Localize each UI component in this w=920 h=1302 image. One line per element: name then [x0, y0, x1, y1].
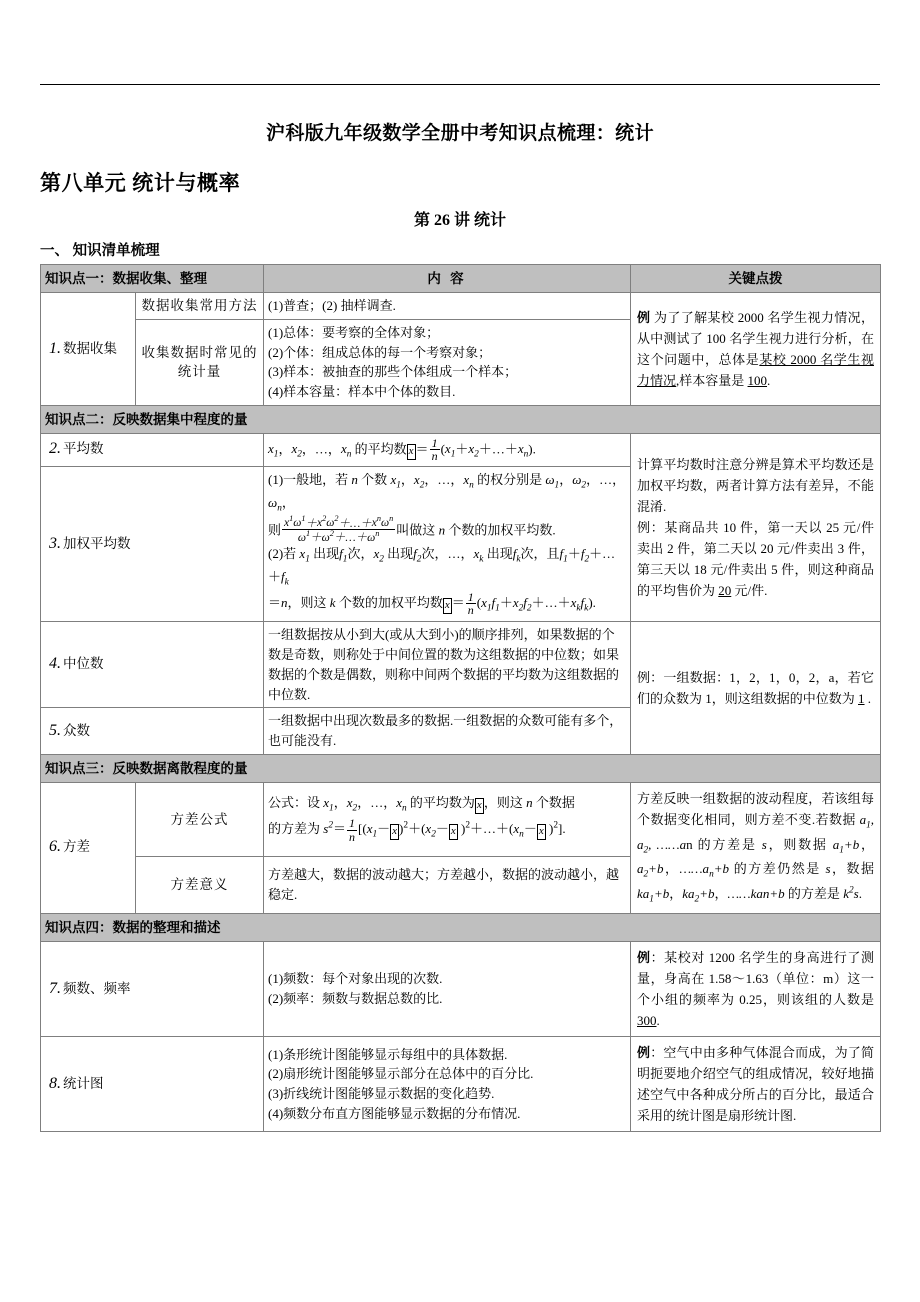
table-header-row — [41, 265, 881, 293]
fraction-one-over-n: $\frac{1}{n}$ — [349, 816, 356, 844]
note-variance: 方差反映一组数据的波动程度，若该组每个数据变化相同，则方差不变.若数据 $a_1$, $a_2$, ……an 的方差是 s，则数据 $a_1+b$，$a_2+b$，$\dots\dots a_n+b$ 的方差仍然是 s，数据 $ka_1+b$，$ka_2+b$，……kan+b 的方差是 $k^2s$. — [631, 782, 881, 913]
topic-number: 1. — [49, 339, 61, 357]
page-title: 沪科版九年级数学全册中考知识点梳理：统计 — [265, 123, 654, 144]
weighted-2a: (2)若 — [268, 546, 297, 562]
stat-line-4: (4)样本容量：样本中个体的数目. — [268, 384, 456, 399]
knowledge-table — [40, 264, 881, 1132]
note-underline-2: 100 — [747, 372, 768, 388]
header-cell-content: 内 容 — [264, 265, 631, 293]
topic-number: 2. — [49, 440, 61, 458]
weighted-2e: ，则这 — [287, 594, 327, 610]
weighted-text-1: (1)一般地，若 — [268, 471, 349, 487]
variance-line-2: 的方差为 $s^2=$ $\frac{1}{n}$ [($x_1- x$ )$^2+(x_2- x$ )$^2+\dots+(x_n- x$ )$^2$]. — [268, 816, 566, 844]
weighted-call: 叫做这 — [396, 522, 436, 538]
content-variance-meaning: 方差越大，数据的波动越大；方差越小，数据的波动越小，越稳定. — [264, 856, 631, 913]
content-collection-methods: (1)普查；(2) 抽样调查. — [264, 293, 631, 320]
var-text-4: 个数据 — [535, 794, 575, 810]
table-row — [41, 622, 881, 708]
band-text: ：反映数据集中程度的量 — [99, 411, 248, 427]
band-key: 知识点三 — [45, 760, 99, 776]
topic-frequency — [41, 941, 264, 1036]
note-mean-p1: 计算平均数时注意分辨是算术平均数还是加权平均数，两者计算方法有差异，不能混淆. — [637, 456, 874, 514]
subhead-collection-stats: 收集数据时常见的统计量 — [136, 319, 264, 405]
note-median-b: . — [864, 691, 872, 707]
note-lead: 例 — [637, 309, 651, 325]
note-var-p4: 的方差仍然是 — [733, 861, 821, 877]
note-charts — [631, 1037, 881, 1132]
content-frequency — [264, 941, 631, 1036]
chart-line-3: (3)折线统计图能够显示数据的变化趋势. — [268, 1086, 495, 1102]
content-mode: 一组数据中出现次数最多的数据.一组数据的众数可能有多个，也可能没有. — [264, 708, 631, 755]
topic-label: 平均数 — [63, 441, 104, 457]
chart-line-2: (2)扇形统计图能够显示部分在总体中的百分比. — [268, 1066, 534, 1082]
unit-title: 第八单元 统计与概率 — [40, 171, 241, 195]
note-text-b: ,样本容量是 — [676, 372, 748, 388]
note-underline-1: 某校 2000 名学生视力情况 — [637, 351, 874, 388]
weighted-line-4: ＝n，则这 k 个数的加权平均数 x ＝ $\frac{1}{n}$ $(x_1f_1+x_2f_2+\dots+x_kf_k)$. — [268, 589, 596, 618]
weighted-2b: 出现 — [313, 546, 340, 562]
topic-label: 统计图 — [63, 1075, 104, 1091]
freq-line-1: (1)频数：每个对象出现的次数. — [268, 971, 443, 987]
topic-number: 5. — [49, 721, 61, 739]
note-mean — [631, 433, 881, 622]
weighted-line-3: (2)若 $x_1$ 出现$f_1$次，$x_2$ 出现$f_2$次，…，$x_k$ 出现$f_k$次，且$f_1+f_2+\dots+f_k$ — [268, 546, 616, 588]
freq-line-2: (2)频率：频数与数据总数的比. — [268, 990, 443, 1006]
note-text-c: . — [767, 372, 771, 388]
chart-line-1: (1)条形统计图能够显示每组中的具体数据. — [268, 1046, 508, 1062]
var-text-3: ，则这 — [483, 794, 523, 810]
content-collection-stats — [264, 319, 631, 405]
band-cell-point2 — [41, 405, 881, 433]
chart-line-4: (4)频数分布直方图能够显示数据的分布情况. — [268, 1105, 521, 1121]
xbar-box-icon: x — [475, 798, 484, 814]
weighted-text-3: 的权分别是 — [477, 471, 543, 487]
note-var-p1: 方差反映一组数据的波动程度，若该组每个数据变化相同，则方差不变.若数据 — [637, 790, 874, 827]
topic-mode — [41, 708, 264, 755]
table-row — [41, 1037, 881, 1132]
fraction-weighted-mean: $\frac{x^1\omega^1+x^2\omega^2+\dots+x^n\omega^n}{\omega^1+\omega^2+\dots+\omega^n}$ — [284, 514, 394, 545]
xbar-box-icon: x — [407, 444, 416, 460]
var-text-2: 的平均数为 — [409, 794, 475, 810]
topic-number: 8. — [49, 1074, 61, 1092]
header-cell-point1: 知识点一：数据收集、整理 — [41, 265, 264, 293]
note-median-a: 例：一组数据：1，2，1，0，2，a，若它们的众数为 1，则这组数据的中位数为 — [637, 669, 874, 707]
weighted-2c3: 次， — [520, 546, 547, 562]
note-var-p5: 数据 — [846, 861, 874, 877]
topic-label: 中位数 — [63, 656, 104, 672]
table-row — [41, 782, 881, 856]
note-freq-a: ：某校对 1200 名学生的身高进行了测量，身高在 1.58～1.63（单位：m）这一个小组的频率为 0.25，则该组的人数是 — [637, 949, 874, 1007]
xbar-box-icon: x — [390, 824, 399, 840]
note-freq-underline: 300 — [637, 1012, 657, 1028]
note-charts-text: ：空气中由多种气体混合而成，为了简明扼要地介绍空气的组成情况，较好地描述空气中各种成分所占的百分比，最适合采用的统计图是扇形统计图. — [637, 1045, 874, 1124]
note-var-p6: 的方差是 — [787, 886, 840, 902]
table-row — [41, 433, 881, 466]
note-median — [631, 622, 881, 755]
content-mean-formula: $x_1$，$x_2$，…，$x_n$ 的平均数 x ＝ $\frac{1}{n}$ $(x_1+x_2+\dots+x_n)$. — [264, 433, 631, 466]
section-label: 一、 知识清单梳理 — [40, 243, 160, 259]
weighted-line-2: 则 $\frac{x^1\omega^1+x^2\omega^2+\dots+x^n\omega^n}{\omega^1+\omega^2+\dots+\omega^n}$ 叫做这 n 个数的加权平均数. — [268, 514, 556, 545]
topic-label: 加权平均数 — [63, 535, 131, 551]
stat-line-2: (2)个体：组成总体的每一个考察对象； — [268, 344, 492, 360]
band-row-point3 — [41, 754, 881, 782]
topic-number: 6. — [49, 838, 61, 856]
var-text-5: 的方差为 — [268, 821, 321, 837]
table-row — [41, 293, 881, 320]
note-text-a: 为了了解某校 2000 名学生视力情况，从中测试了 100 名学生视力进行分析，在这个问题中，总体是 — [637, 309, 874, 367]
note-mean-p2 — [637, 517, 874, 601]
topic-variance — [41, 782, 136, 913]
topic-label: 频数、频率 — [63, 980, 131, 996]
band-row-point4 — [41, 913, 881, 941]
topic-number: 7. — [49, 979, 61, 997]
topic-mean — [41, 433, 264, 466]
xbar-box-icon: x — [537, 824, 546, 840]
stat-line-3: (3)样本：被抽查的那些个体组成一个样本； — [268, 364, 518, 380]
topic-number: 3. — [49, 534, 61, 552]
weighted-2d: 且 — [546, 546, 560, 562]
topic-label: 众数 — [63, 722, 90, 738]
note-mean-underline: 20 — [718, 583, 732, 599]
weighted-2b3: 出现 — [486, 546, 513, 562]
note-mean-p2b: 元/件. — [731, 583, 768, 599]
content-median: 一组数据按从小到大(或从大到小)的顺序排列，如果数据的个数是奇数，则称处于中间位置的数为这组数据的中位数；如果数据的个数是偶数，则称中间两个数据的平均数为这组数据的中位数. — [264, 622, 631, 708]
variance-line-1: 公式：设 $x_1$，$x_2$，…，$x_n$ 的平均数为 x ，则这 n 个数据 — [268, 794, 575, 814]
header-cell-keypoints: 关键点拨 — [631, 265, 881, 293]
band-text: ：数据的整理和描述 — [99, 919, 221, 935]
weighted-2c: 次， — [347, 546, 374, 562]
subhead-variance-formula: 方差公式 — [136, 782, 264, 856]
note-freq-b: . — [656, 1012, 660, 1028]
note-var-p2: 的方差是 — [697, 836, 757, 852]
note-median-underline: 1 — [858, 691, 865, 707]
topic-data-collection — [41, 293, 136, 406]
topic-weighted-mean — [41, 466, 264, 621]
weighted-2c2: 次， — [421, 546, 448, 562]
topic-number: 4. — [49, 655, 61, 673]
subhead-collection-methods: 数据收集常用方法 — [136, 293, 264, 320]
header-rule — [40, 84, 880, 85]
stat-line-1: (1)总体：要考察的全体对象； — [268, 324, 440, 340]
note-mean-p2a: 例：某商品共 10 件，第一天以 25 元/件卖出 2 件，第二天以 20 元/件卖出 3 件，第三天以 18 元/件卖出 5 件，则这种商品的平均售价为 — [637, 519, 874, 599]
weighted-line-1: (1)一般地，若 n 个数 $x_1$，$x_2$，…，$x_n$ 的权分别是 $\omega_1$，$\omega_2$，…，$\omega_n$， — [268, 471, 626, 514]
subhead-variance-meaning: 方差意义 — [136, 856, 264, 913]
table-row — [41, 941, 881, 1036]
band-cell-point4 — [41, 913, 881, 941]
weighted-then: 则 — [268, 522, 282, 538]
band-key: 知识点四 — [45, 919, 99, 935]
topic-label: 数据收集 — [63, 340, 117, 356]
fraction-one-over-n: $\frac{1}{n}$ — [431, 435, 438, 464]
weighted-2b2: 出现 — [387, 546, 414, 562]
weighted-2f: 个数的加权平均数 — [338, 594, 443, 610]
band-cell-point3 — [41, 754, 881, 782]
xbar-box-icon: x — [443, 598, 452, 614]
note-var-p3: 则数据 — [783, 836, 828, 852]
xbar-box-icon: x — [449, 824, 458, 840]
weighted-text-2: 个数 — [361, 471, 388, 487]
content-variance-formula — [264, 782, 631, 856]
topic-charts — [41, 1037, 264, 1132]
content-charts — [264, 1037, 631, 1132]
note-lead: 例 — [637, 1045, 651, 1061]
mean-text: 的平均数 — [354, 441, 407, 457]
lecture-title: 第 26 讲 统计 — [413, 212, 506, 229]
band-text: ：反映数据离散程度的量 — [99, 760, 248, 776]
band-row-point2 — [41, 405, 881, 433]
topic-median — [41, 622, 264, 708]
note-lead: 例 — [637, 949, 651, 965]
fraction-one-over-n: $\frac{1}{n}$ — [467, 589, 474, 618]
topic-label: 方差 — [63, 839, 90, 855]
note-frequency — [631, 941, 881, 1036]
band-key: 知识点二 — [45, 411, 99, 427]
var-text-1: 公式：设 — [268, 794, 321, 810]
note-data-collection — [631, 293, 881, 406]
content-weighted-mean — [264, 466, 631, 621]
weighted-call2: 个数的加权平均数. — [448, 522, 556, 538]
